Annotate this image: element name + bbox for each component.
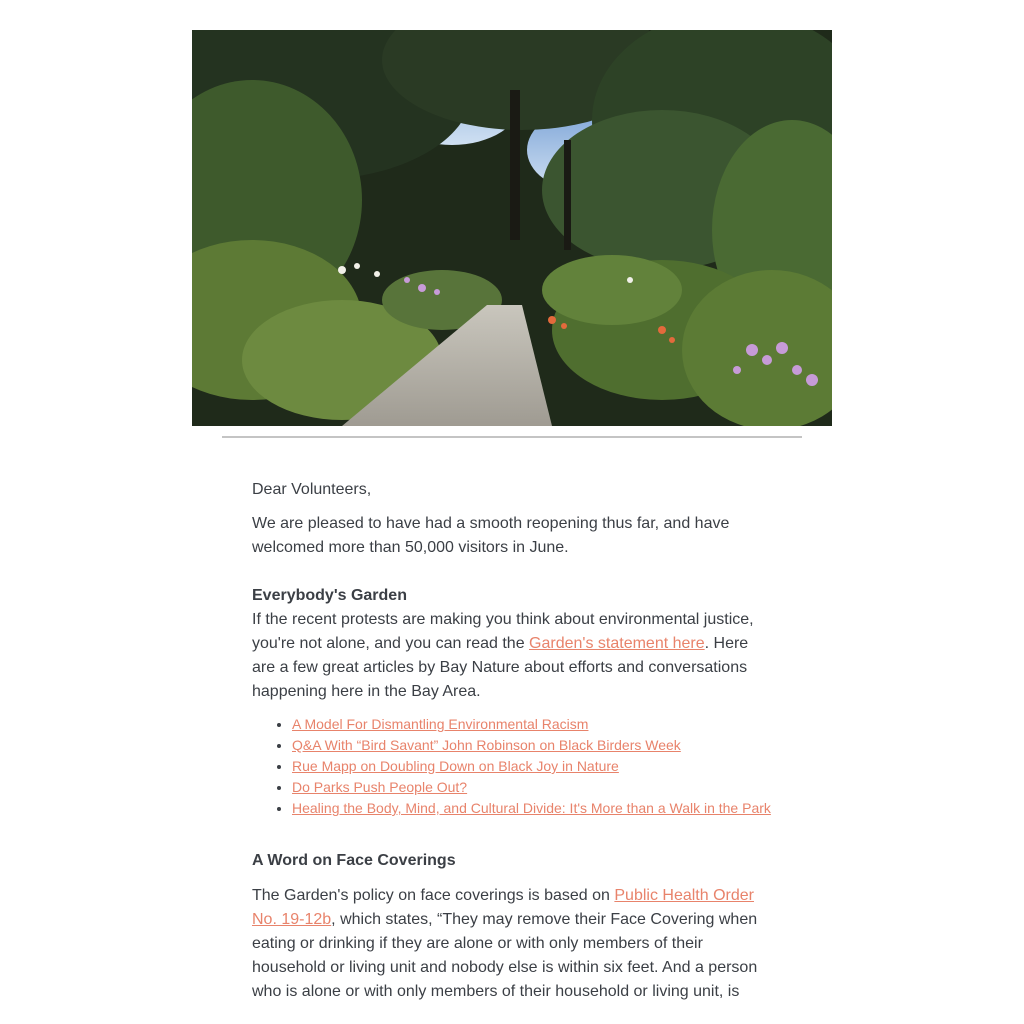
hero-garden-photo xyxy=(192,30,832,426)
article-link-rue-mapp[interactable]: Rue Mapp on Doubling Down on Black Joy in Nature xyxy=(292,758,619,774)
article-link-bird-savant[interactable]: Q&A With “Bird Savant” John Robinson on Black Birders Week xyxy=(292,737,681,753)
header-divider xyxy=(222,436,802,438)
section2-text-after: , which states, “They may remove their Face Covering when eating or drinking if they are alone or with only members of their household or living unit and nobody else is within six feet. And a person who is alone or with only members of their household or living unit, is xyxy=(252,911,758,1000)
letter-body xyxy=(252,478,772,1004)
articles-list xyxy=(252,714,772,819)
article-link-healing[interactable]: Healing the Body, Mind, and Cultural Divide: It's More than a Walk in the Park xyxy=(292,800,771,816)
section1-text-before: If the recent protests are making you think about environmental justice, you're not alone, and you can read the xyxy=(252,611,754,652)
greeting-text: Dear Volunteers, xyxy=(252,481,372,498)
section2-paragraph xyxy=(252,884,772,1004)
intro-paragraph: We are pleased to have had a smooth reopening thus far, and have welcomed more than 50,000 visitors in June. xyxy=(252,515,730,556)
list-item xyxy=(292,735,772,756)
list-item xyxy=(292,714,772,735)
section1-paragraph xyxy=(252,608,772,704)
garden-path-photo-icon xyxy=(192,30,832,426)
section1-text-after: . Here are a few great articles by Bay Nature about efforts and conversations happening here in the Bay Area. xyxy=(252,635,749,700)
section-title-everybodys-garden: Everybody's Garden xyxy=(252,587,407,604)
public-health-order-link[interactable]: Public Health Order No. 19-12b xyxy=(252,887,754,928)
article-link-environmental-racism[interactable]: A Model For Dismantling Environmental Racism xyxy=(292,716,589,732)
section-title-face-coverings: A Word on Face Coverings xyxy=(252,852,456,869)
gardens-statement-link[interactable]: Garden's statement here xyxy=(529,635,705,652)
article-link-parks-push[interactable]: Do Parks Push People Out? xyxy=(292,779,468,795)
list-item xyxy=(292,756,772,777)
list-item xyxy=(292,777,772,798)
section2-text-before: The Garden's policy on face coverings is based on xyxy=(252,887,615,904)
list-item xyxy=(292,798,772,819)
